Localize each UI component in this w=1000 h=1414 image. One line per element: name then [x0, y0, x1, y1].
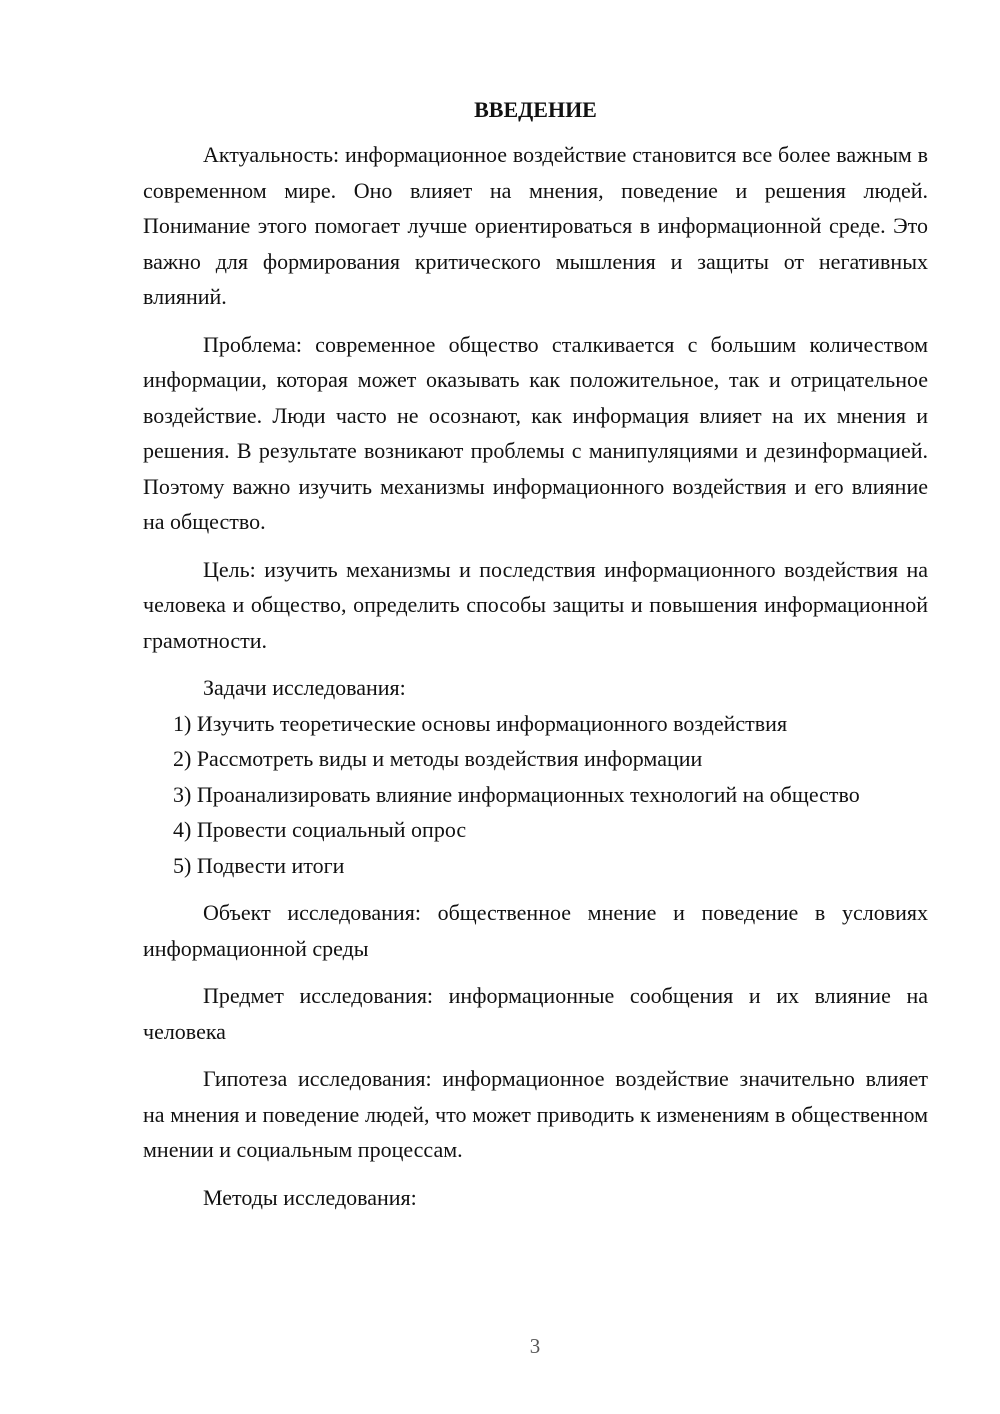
task-item: 1) Изучить теоретические основы информационного воздействия [173, 710, 788, 736]
paragraph-relevance: Актуальность: информационное воздействие становится все более важным в современном мире. Оно влияет на мнения, поведение и решения людей. Понимание этого помогает лучше ориентироваться в информационной среде. Это важно для формирования критического мышления и защиты от негативных влияний. [143, 142, 928, 309]
page-content [143, 93, 928, 1215]
task-item: 2) Рассмотреть виды и методы воздействия информации [173, 746, 703, 771]
task-item: 4) Провести социальный опрос [173, 817, 467, 842]
paragraph-goal: Цель: изучить механизмы и последствия информационного воздействия на человека и общество, определить способы защиты и повышения информационной грамотности. [143, 556, 928, 653]
page-number: 3 [529, 1334, 541, 1358]
task-item: 3) Проанализировать влияние информационных технологий на общество [173, 781, 860, 807]
paragraph-hypothesis: Гипотеза исследования: информационное воздействие значительно влияет на мнения и поведение людей, что может приводить к изменениям в общественном мнении и социальным процессам. [143, 1066, 928, 1162]
paragraph-problem: Проблема: современное общество сталкивается с большим количеством информации, которая может оказывать как положительное, так и отрицательное воздействие. Люди часто не осознают, как информация влияет на их мнения и решения. В результате возникают проблемы с манипуляциями и дезинформацией. Поэтому важно изучить механизмы информационного воздействия и его влияние на общество. [143, 331, 928, 534]
task-item: 5) Подвести итоги [173, 852, 345, 878]
paragraph-methods-heading: Методы исследования: [203, 1184, 417, 1210]
paragraph-subject: Предмет исследования: информационные сообщения и их влияние на человека [143, 983, 928, 1044]
paragraph-tasks-heading: Задачи исследования: [203, 675, 406, 700]
paragraph-object: Объект исследования: общественное мнение и поведение в условиях информационной среды [143, 900, 928, 961]
section-heading: ВВЕДЕНИЕ [474, 97, 597, 122]
